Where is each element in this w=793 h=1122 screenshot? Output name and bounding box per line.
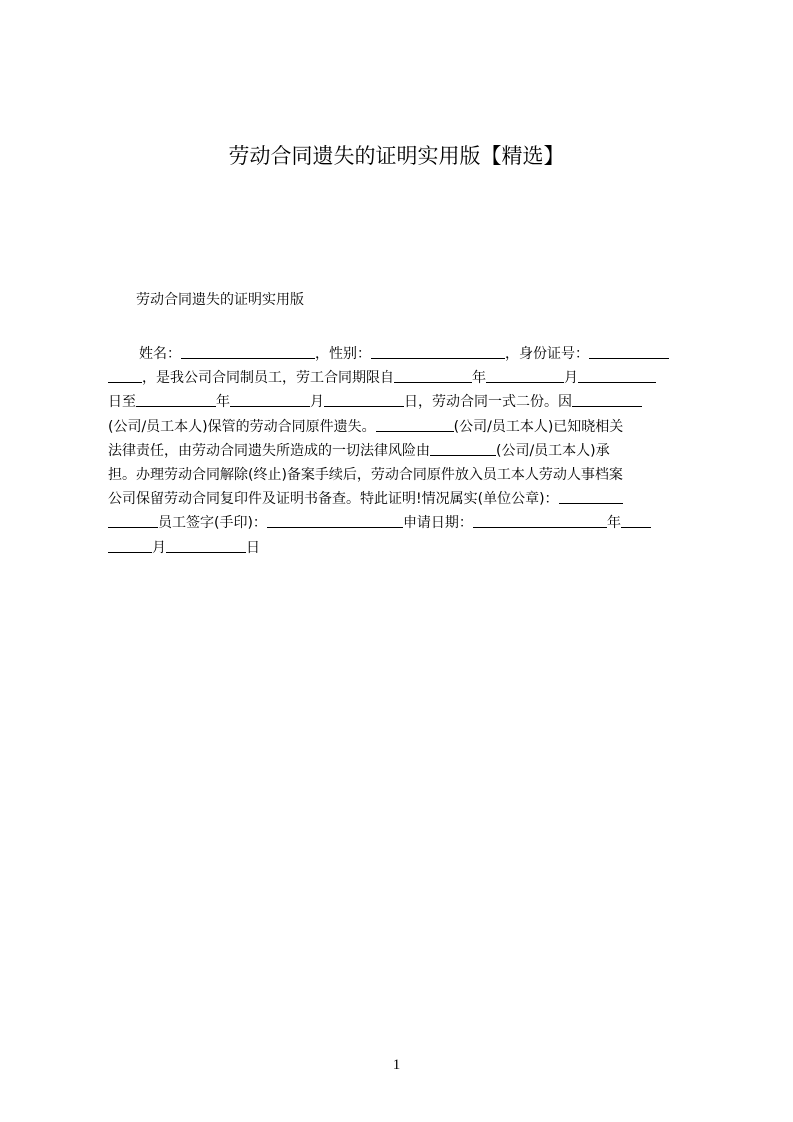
body-line [108, 511, 700, 535]
body-line [108, 487, 700, 511]
text-legal-risk: 法律责任，由劳动合同遗失所造成的一切法律风险由 [108, 442, 430, 459]
body-line [108, 390, 700, 414]
page-number: 1 [392, 1057, 401, 1073]
blank-application-day [166, 551, 246, 553]
label-id-number: ，身份证号： [505, 346, 589, 362]
blank-application-month-cont [108, 551, 152, 553]
blank-start-month [486, 381, 564, 383]
text-day-to: 日至 [108, 394, 136, 411]
body-line [108, 415, 700, 439]
blank-id-number-cont [108, 381, 142, 383]
body-line [108, 439, 700, 463]
label-application-date: 申请日期： [402, 515, 473, 532]
text-two-copies: 日，劳动合同一式二份。因 [404, 394, 572, 411]
text-contract-period: ，是我公司合同制员工，劳工合同期限自 [142, 370, 394, 387]
label-month: 月 [564, 370, 578, 387]
blank-employee-signature [267, 526, 403, 528]
blank-start-year [394, 381, 472, 383]
blank-start-day [578, 381, 656, 383]
document-subtitle: 劳动合同遗失的证明实用版 [136, 292, 304, 308]
blank-application-year [473, 526, 607, 528]
blank-custodian [376, 430, 454, 432]
text-company-copy: 公司保留劳动合同复印件及证明书备查。特此证明!情况属实(单位公章)： [108, 491, 559, 508]
label-year: 年 [606, 515, 621, 532]
blank-reason [572, 405, 642, 407]
body-line [108, 536, 700, 560]
label-year: 年 [216, 394, 230, 411]
label-year: 年 [472, 370, 486, 387]
blank-company-seal-cont [108, 526, 158, 528]
certificate-body [108, 342, 700, 560]
blank-end-month [230, 405, 310, 407]
text-original-lost: (公司/员工本人)保管的劳动合同原件遗失。 [108, 418, 376, 435]
blank-company-seal [559, 502, 623, 504]
label-name: 姓名： [139, 346, 181, 362]
label-month: 月 [152, 539, 166, 556]
label-gender: ，性别： [315, 346, 371, 362]
label-day: 日 [246, 539, 260, 556]
text-termination: 担。办理劳动合同解除(终止)备案手续后，劳动合同原件放入员工本人劳动人事档案 [108, 466, 623, 483]
text-bear: (公司/员工本人)承 [496, 442, 610, 459]
blank-end-year [136, 405, 216, 407]
document-title: 劳动合同遗失的证明实用版【精选】 [228, 144, 565, 168]
body-line [108, 342, 700, 366]
blank-id-number [589, 357, 669, 359]
blank-end-day [324, 405, 404, 407]
blank-gender [371, 357, 505, 359]
label-employee-signature: 员工签字(手印)： [158, 515, 267, 532]
blank-application-month [621, 526, 651, 528]
body-line [108, 463, 700, 487]
blank-name [181, 357, 315, 359]
blank-risk-bearer [430, 454, 496, 456]
body-line [108, 366, 700, 390]
label-month: 月 [310, 394, 324, 411]
text-aware: (公司/员工本人)已知晓相关 [453, 418, 624, 435]
